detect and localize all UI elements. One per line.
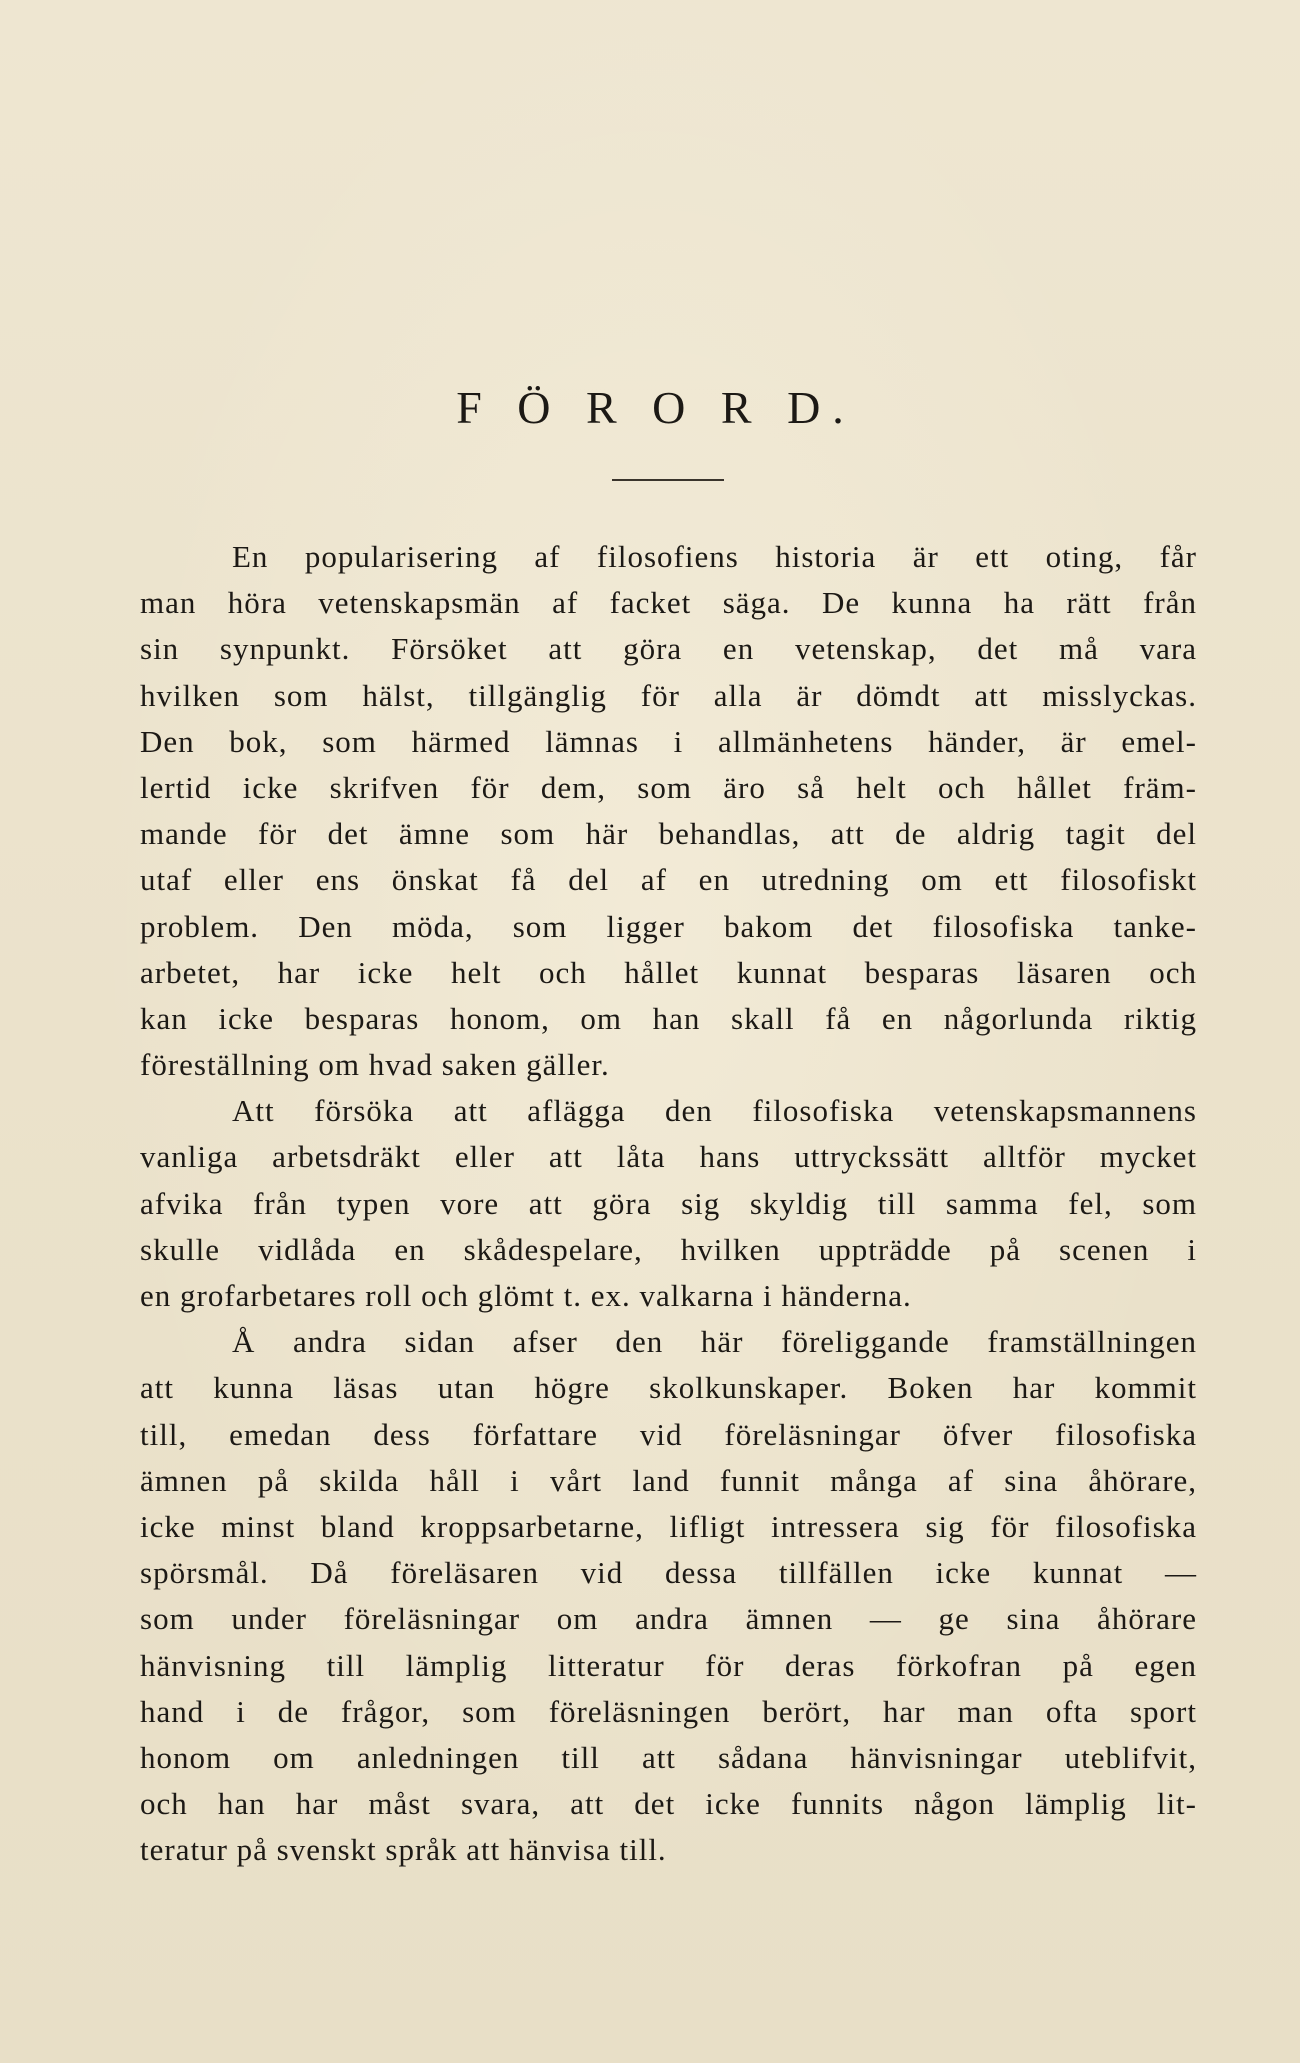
text-line: hänvisning till lämplig litteratur för deras förkofran på egen [140, 1647, 1197, 1683]
text-line: ämnen på skilda håll i vårt land funnit många af sina åhörare, [140, 1462, 1197, 1498]
text-line: att kunna läsas utan högre skolkunskaper. Boken har kommit [140, 1370, 1197, 1406]
text-line: honom om anledningen till att sådana hänvisningar uteblifvit, [140, 1739, 1197, 1775]
text-line: lertid icke skrifven för dem, som äro så helt och hållet främ- [140, 769, 1197, 805]
text-line: spörsmål. Då föreläsaren vid dessa tillfällen icke kunnat — [140, 1555, 1197, 1591]
text-line: arbetet, har icke helt och hållet kunnat besparas läsaren och [140, 954, 1197, 990]
text-line: Att försöka att aflägga den filosofiska vetenskapsmannens [232, 1093, 1197, 1129]
text-line: sin synpunkt. Försöket att göra en vetenskap, det må vara [140, 631, 1197, 667]
preface-text [140, 534, 1197, 1873]
text-line: till, emedan dess författare vid föreläsningar öfver filosofiska [140, 1416, 1197, 1452]
text-line: Å andra sidan afser den här föreliggande framställningen [232, 1324, 1197, 1360]
text-line: En popularisering af filosofiens historia är ett oting, får [232, 539, 1197, 574]
text-line: föreställning om hvad saken gäller. [140, 1047, 610, 1083]
text-line: man höra vetenskapsmän af facket säga. De kunna ha rätt från [140, 585, 1197, 621]
text-line: icke minst bland kroppsarbetarne, lifligt intressera sig för filosofiska [140, 1508, 1197, 1544]
text-line: en grofarbetares roll och glömt t. ex. valkarna i händerna. [140, 1278, 912, 1313]
text-line: Den bok, som härmed lämnas i allmänhetens händer, är emel- [140, 723, 1197, 759]
text-line: kan icke besparas honom, om han skall få en någorlunda riktig [140, 1000, 1197, 1036]
text-line: utaf eller ens önskat få del af en utredning om ett filosofiskt [140, 862, 1197, 898]
text-line: mande för det ämne som här behandlas, att de aldrig tagit del [140, 816, 1197, 852]
text-line: hvilken som hälst, tillgänglig för alla är dömdt att misslyckas. [140, 677, 1197, 713]
text-line: vanliga arbetsdräkt eller att låta hans uttryckssätt alltför mycket [140, 1139, 1197, 1175]
text-line: hand i de frågor, som föreläsningen berört, har man ofta sport [140, 1693, 1197, 1729]
text-line: och han har måst svara, att det icke funnits någon lämplig lit- [140, 1786, 1197, 1822]
text-line: skulle vidlåda en skådespelare, hvilken uppträdde på scenen i [140, 1231, 1197, 1267]
text-line: afvika från typen vore att göra sig skyldig till samma fel, som [140, 1185, 1197, 1221]
text-line: teratur på svenskt språk att hänvisa till. [140, 1832, 667, 1868]
title-rule [612, 479, 724, 481]
page-title: F Ö R O R D. [456, 382, 856, 433]
text-line: problem. Den möda, som ligger bakom det filosofiska tanke- [140, 908, 1197, 944]
text-line: som under föreläsningar om andra ämnen — ge sina åhörare [140, 1601, 1197, 1637]
